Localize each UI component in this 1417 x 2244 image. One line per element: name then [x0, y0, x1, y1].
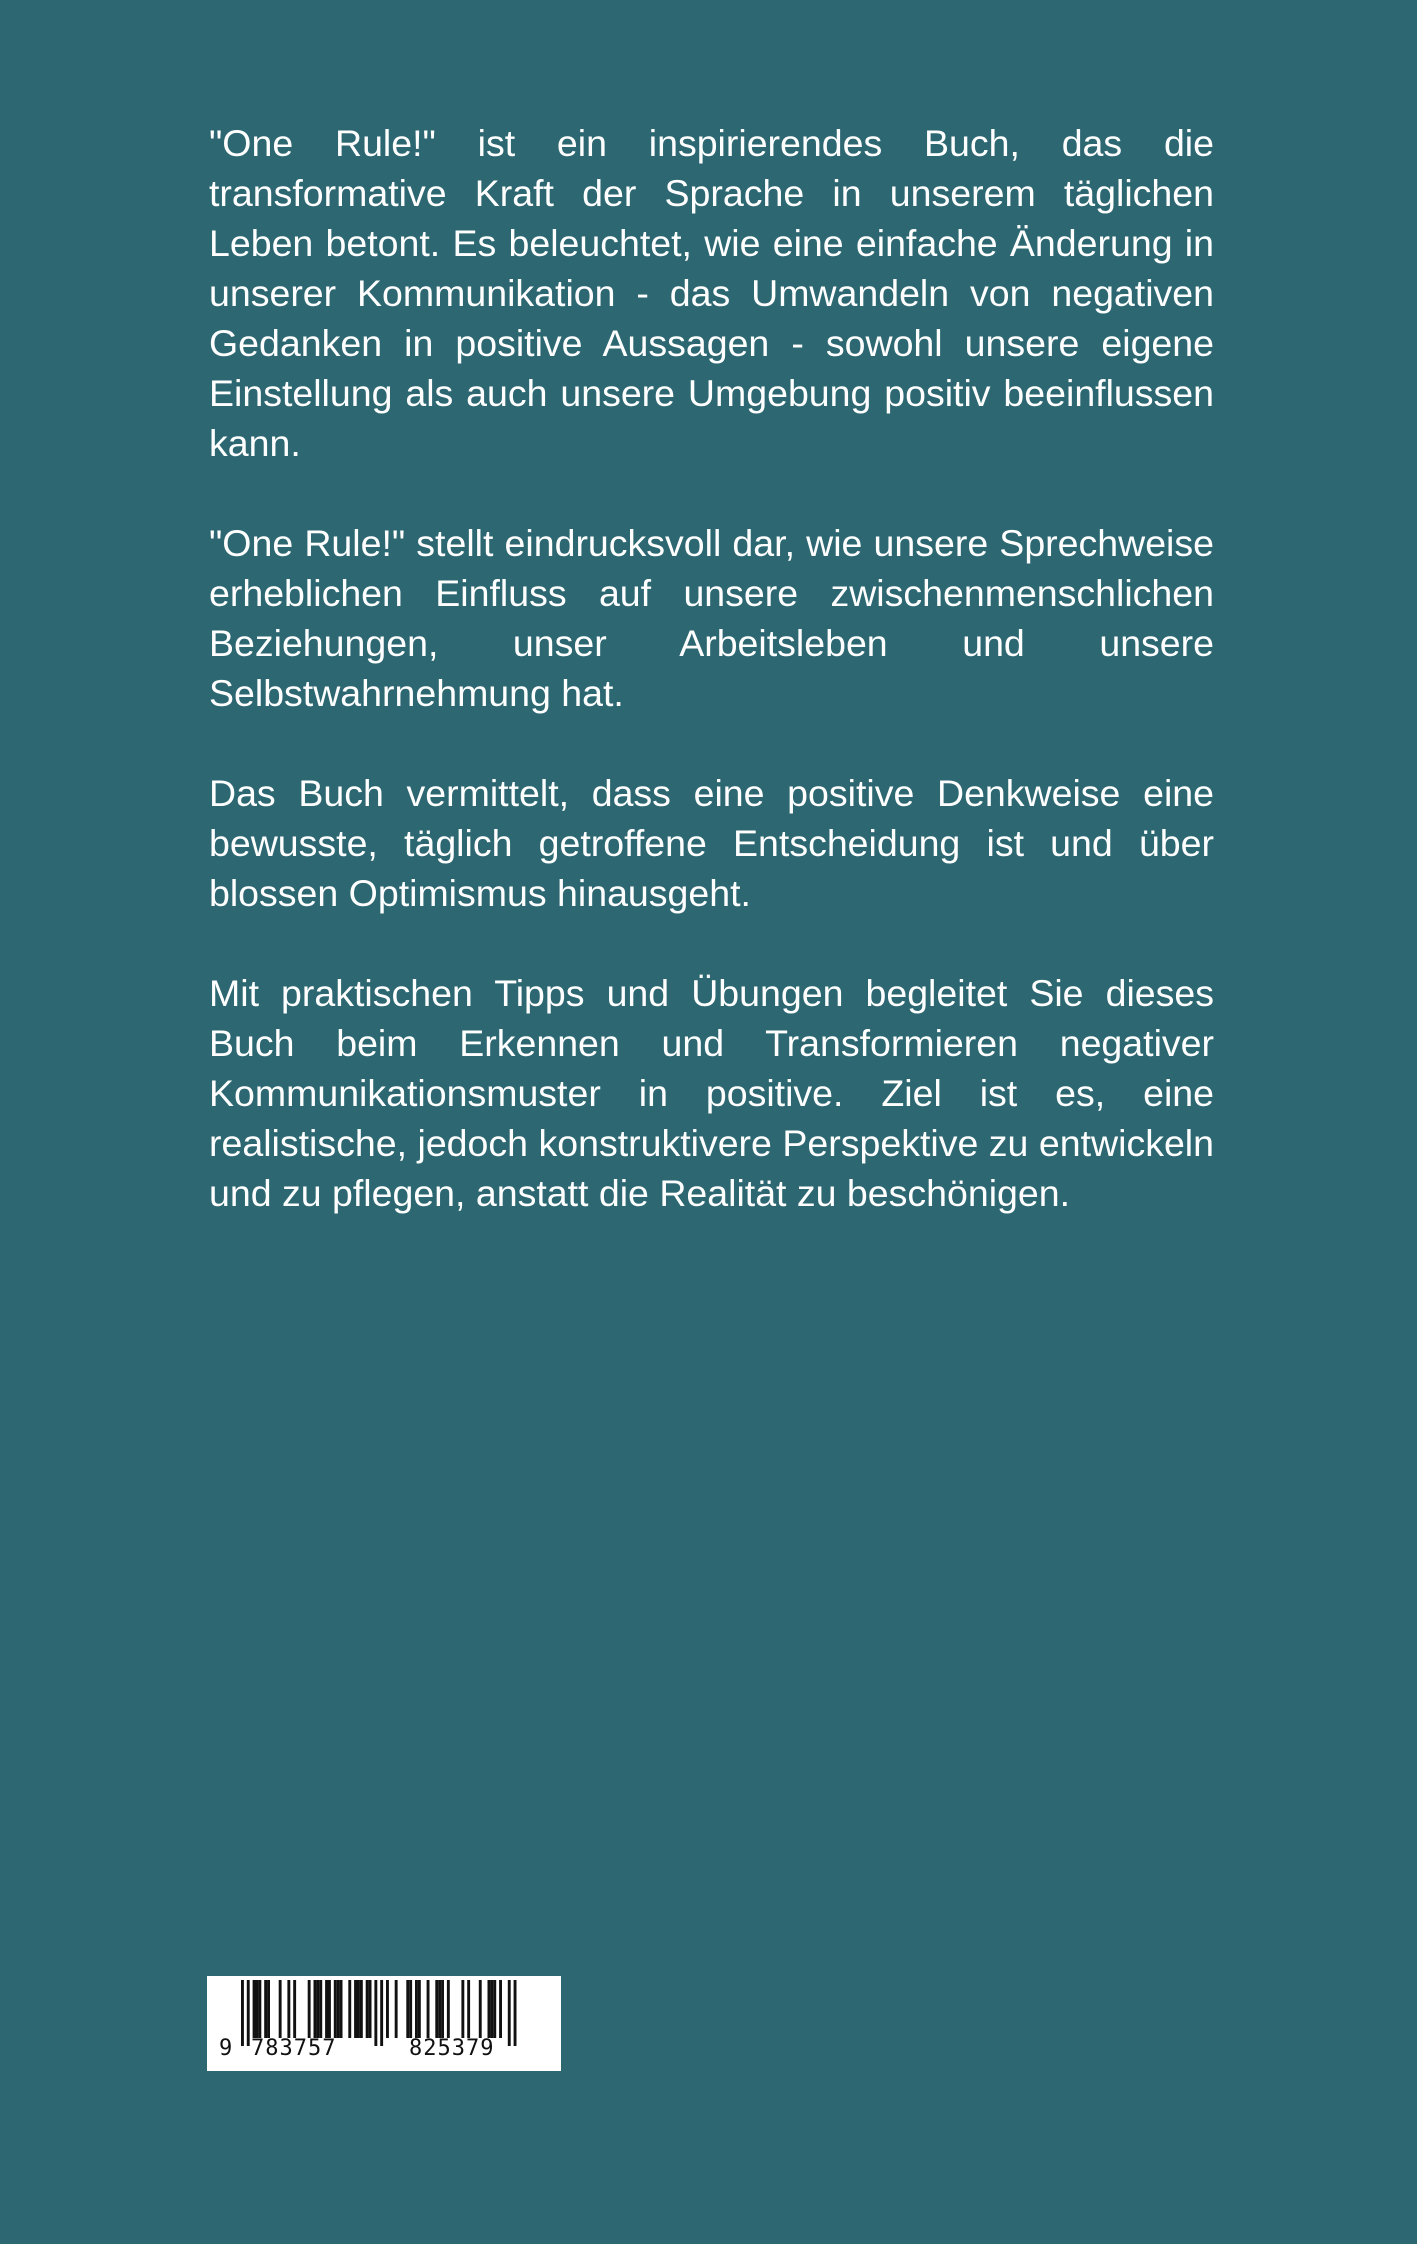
- barcode-bar: [409, 1980, 412, 2038]
- barcode-bar: [386, 1980, 389, 2038]
- barcode-bar: [354, 1980, 357, 2038]
- barcode-bar: [415, 1980, 418, 2038]
- barcode-bar: [490, 1980, 493, 2038]
- barcode-bar: [287, 1980, 290, 2038]
- barcode-bar: [316, 1980, 319, 2038]
- barcode-bar: [418, 1980, 421, 2038]
- barcode-bar: [461, 1980, 464, 2038]
- barcode-bar: [258, 1980, 261, 2038]
- barcode-bar: [438, 1980, 441, 2038]
- barcode-bar: [406, 1980, 409, 2038]
- barcode-bar: [293, 1980, 296, 2038]
- barcode-bar: [328, 1980, 331, 2038]
- isbn-first-digit: 9: [219, 2036, 233, 2061]
- barcode-bar: [357, 1980, 360, 2038]
- barcode-bar: [348, 1980, 351, 2038]
- barcode-bar: [256, 1980, 259, 2038]
- barcode-bar: [319, 1980, 322, 2038]
- barcode-bar: [395, 1980, 398, 2038]
- barcode-bar: [499, 1980, 502, 2038]
- barcode-bar: [488, 1980, 491, 2038]
- barcode-bar: [308, 1980, 311, 2038]
- barcode-bar: [493, 1980, 496, 2038]
- barcode-bar: [447, 1980, 450, 2038]
- blurb-paragraph-1: "One Rule!" ist ein inspirierendes Buch, das die transformative Kraft der Sprache in unserem täglichen Leben betont. Es beleuchtet, wie eine einfache Änderung in unserer Kommunikation - das Umwandeln von negativen Gedanken in positive Aussagen - sowohl unsere eigene Einstellung als auch unsere Umgebung positiv beeinflussen kann.: [209, 122, 1214, 464]
- barcode-bar: [479, 1980, 482, 2038]
- barcode-bar: [264, 1980, 267, 2038]
- blurb-paragraph-4: Mit praktischen Tipps und Übungen begleitet Sie dieses Buch beim Erkennen und Transformieren negativer Kommunikationsmuster in positive. Ziel ist es, eine realistische, jedoch konstruktivere Perspektive zu entwickeln und zu pflegen, anstatt die Realität zu beschönigen.: [209, 972, 1214, 1214]
- blurb-paragraph-2: "One Rule!" stellt eindrucksvoll dar, wie unsere Sprechweise erheblichen Einfluss auf unsere zwischenmenschlichen Beziehungen, unser Arbeitsleben und unsere Selbstwahrnehmung hat.: [209, 522, 1214, 714]
- barcode-bar: [267, 1980, 270, 2038]
- barcode-bar: [279, 1980, 282, 2038]
- barcode-bar: [325, 1980, 328, 2038]
- barcode-bar: [314, 1980, 317, 2038]
- barcode-bar: [435, 1980, 438, 2038]
- barcode-bar: [369, 1980, 372, 2038]
- barcode-bar: [360, 1980, 363, 2038]
- barcode-bar: [340, 1980, 343, 2038]
- blurb-text: [209, 118, 1214, 1218]
- isbn-digits: [207, 2036, 561, 2064]
- barcode-bar: [467, 1980, 470, 2038]
- isbn-right-group: 825379: [409, 2036, 495, 2061]
- barcode-bar: [337, 1980, 340, 2038]
- barcode-bar: [334, 1980, 337, 2038]
- barcode-bar: [427, 1980, 430, 2038]
- isbn-barcode: [207, 1976, 561, 2071]
- barcode-bar: [441, 1980, 444, 2038]
- isbn-left-group: 783757: [251, 2036, 337, 2061]
- barcode-bar: [366, 1980, 369, 2038]
- barcode-bar: [253, 1980, 256, 2038]
- blurb-paragraph-3: Das Buch vermittelt, dass eine positive Denkweise eine bewusste, täglich getroffene Entscheidung ist und über blossen Optimismus hinausgeht.: [209, 772, 1214, 914]
